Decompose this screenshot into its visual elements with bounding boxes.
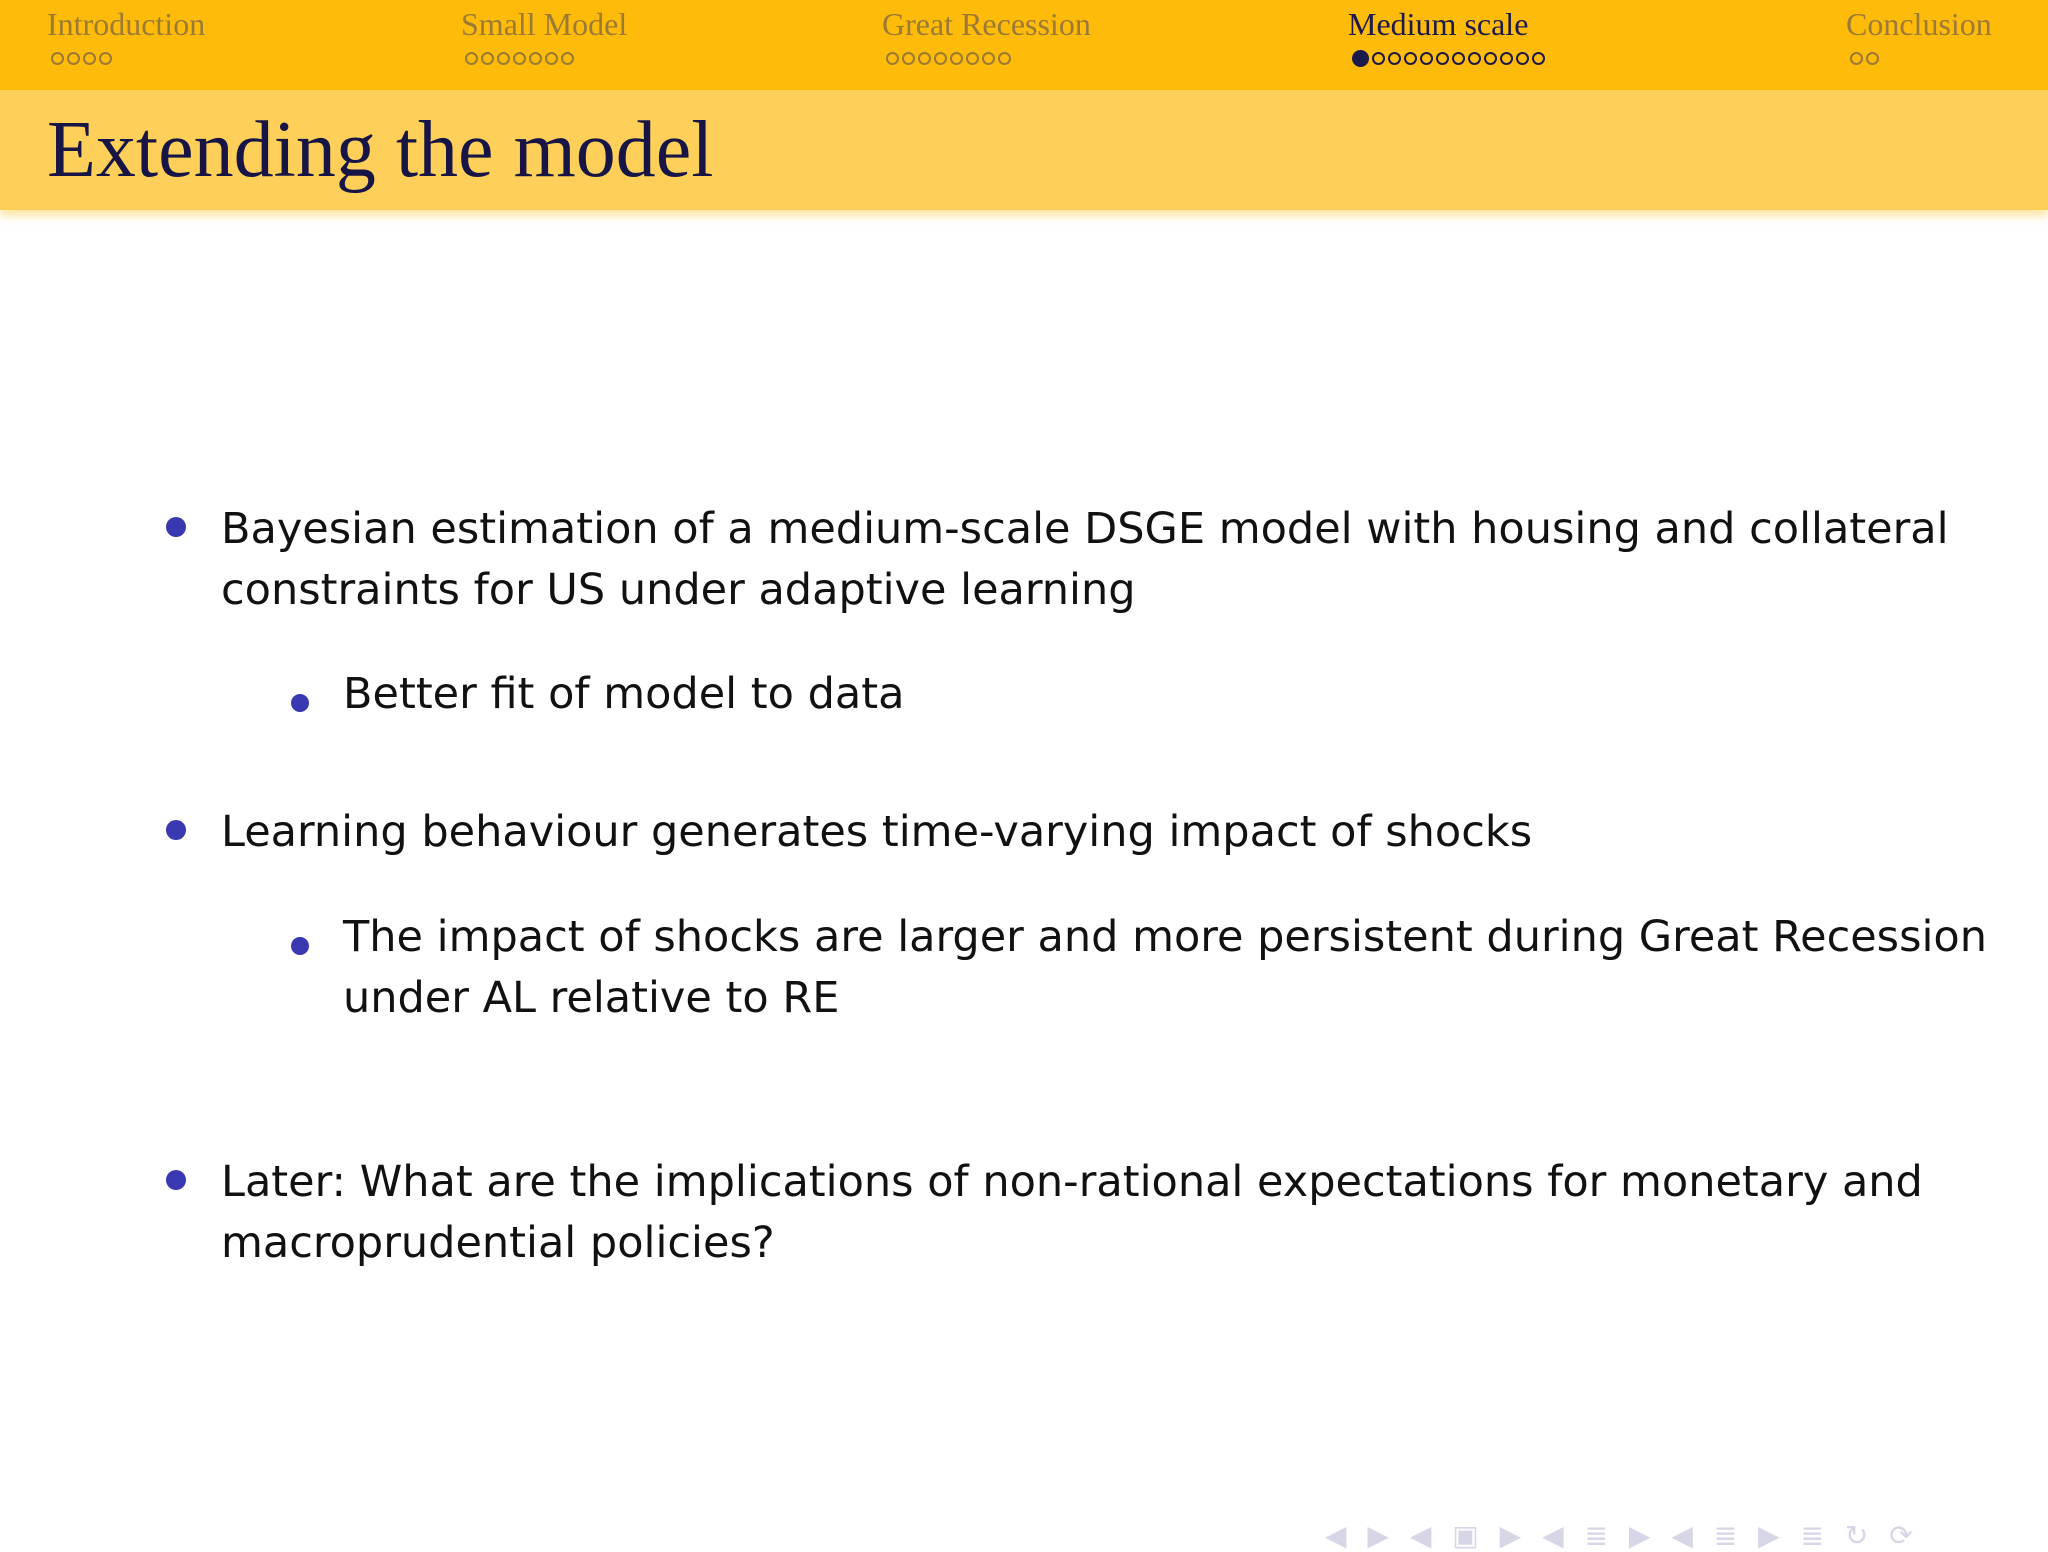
frame-dot-icon[interactable] <box>1372 52 1385 65</box>
frame-dot-icon[interactable] <box>513 52 526 65</box>
frame-dot-icon[interactable] <box>966 52 979 65</box>
frame-dot-icon[interactable] <box>934 52 947 65</box>
frame-dot-icon[interactable] <box>1484 52 1497 65</box>
frame-dot-icon[interactable] <box>1866 52 1879 65</box>
frame-dot-icon[interactable] <box>982 52 995 65</box>
frame-dot-icon[interactable] <box>51 52 64 65</box>
nav-section-label[interactable]: Medium scale <box>1348 6 1529 42</box>
frame-dot-icon[interactable] <box>497 52 510 65</box>
nav-progress-dots <box>886 52 1011 65</box>
sub-bullet-icon <box>291 694 309 712</box>
frame-dot-icon[interactable] <box>950 52 963 65</box>
nav-section-label[interactable]: Introduction <box>47 6 206 42</box>
frame-dot-icon[interactable] <box>561 52 574 65</box>
sub-bullet-item-1: Better fit of model to data <box>343 669 905 719</box>
current-frame-dot-icon[interactable] <box>1352 50 1369 67</box>
nav-section-label[interactable]: Great Recession <box>882 6 1091 42</box>
bullet-item-3-line-2: macroprudential policies? <box>221 1218 775 1268</box>
sub-bullet-icon <box>291 937 309 955</box>
frame-dot-icon[interactable] <box>918 52 931 65</box>
frame-dot-icon[interactable] <box>998 52 1011 65</box>
frame-dot-icon[interactable] <box>99 52 112 65</box>
frame-dot-icon[interactable] <box>1500 52 1513 65</box>
frame-dot-icon[interactable] <box>1404 52 1417 65</box>
sub-bullet-item-2-line-2: under AL relative to RE <box>343 973 840 1023</box>
frame-dot-icon[interactable] <box>886 52 899 65</box>
frame-dot-icon[interactable] <box>1452 52 1465 65</box>
bullet-item-1-line-1: Bayesian estimation of a medium-scale DSGE model with housing and collateral <box>221 504 1949 554</box>
slide-title: Extending the model <box>47 106 714 194</box>
frame-dot-icon[interactable] <box>83 52 96 65</box>
nav-progress-dots <box>1352 52 1545 67</box>
frame-dot-icon[interactable] <box>1420 52 1433 65</box>
frame-dot-icon[interactable] <box>481 52 494 65</box>
bullet-item-2: Learning behaviour generates time-varying impact of shocks <box>221 807 1533 857</box>
bullet-item-3-line-1: Later: What are the implications of non-rational expectations for monetary and <box>221 1157 1923 1207</box>
frame-dot-icon[interactable] <box>1516 52 1529 65</box>
frame-dot-icon[interactable] <box>545 52 558 65</box>
title-bar <box>0 90 2048 210</box>
frame-dot-icon[interactable] <box>1850 52 1863 65</box>
bullet-icon <box>166 517 186 537</box>
bullet-icon <box>166 1170 186 1190</box>
frame-dot-icon[interactable] <box>902 52 915 65</box>
nav-progress-dots <box>465 52 574 65</box>
frame-dot-icon[interactable] <box>465 52 478 65</box>
nav-progress-dots <box>1850 52 1879 65</box>
nav-section-label[interactable]: Conclusion <box>1846 6 1992 42</box>
nav-section-label[interactable]: Small Model <box>461 6 628 42</box>
bullet-item-1-line-2: constraints for US under adaptive learning <box>221 565 1136 615</box>
frame-dot-icon[interactable] <box>67 52 80 65</box>
slide-body <box>0 210 2048 1552</box>
beamer-navigation-symbols[interactable]: ◀ ▶ ◀ ▣ ▶ ◀ ≣ ▶ ◀ ≣ ▶ ≣ ↻ ⟳ <box>1325 1519 1919 1552</box>
section-navigation-bar <box>0 0 2048 90</box>
bullet-icon <box>166 820 186 840</box>
frame-dot-icon[interactable] <box>1532 52 1545 65</box>
frame-dot-icon[interactable] <box>1468 52 1481 65</box>
frame-dot-icon[interactable] <box>529 52 542 65</box>
sub-bullet-item-2-line-1: The impact of shocks are larger and more persistent during Great Recession <box>343 912 1987 962</box>
nav-progress-dots <box>51 52 112 65</box>
frame-dot-icon[interactable] <box>1436 52 1449 65</box>
frame-dot-icon[interactable] <box>1388 52 1401 65</box>
